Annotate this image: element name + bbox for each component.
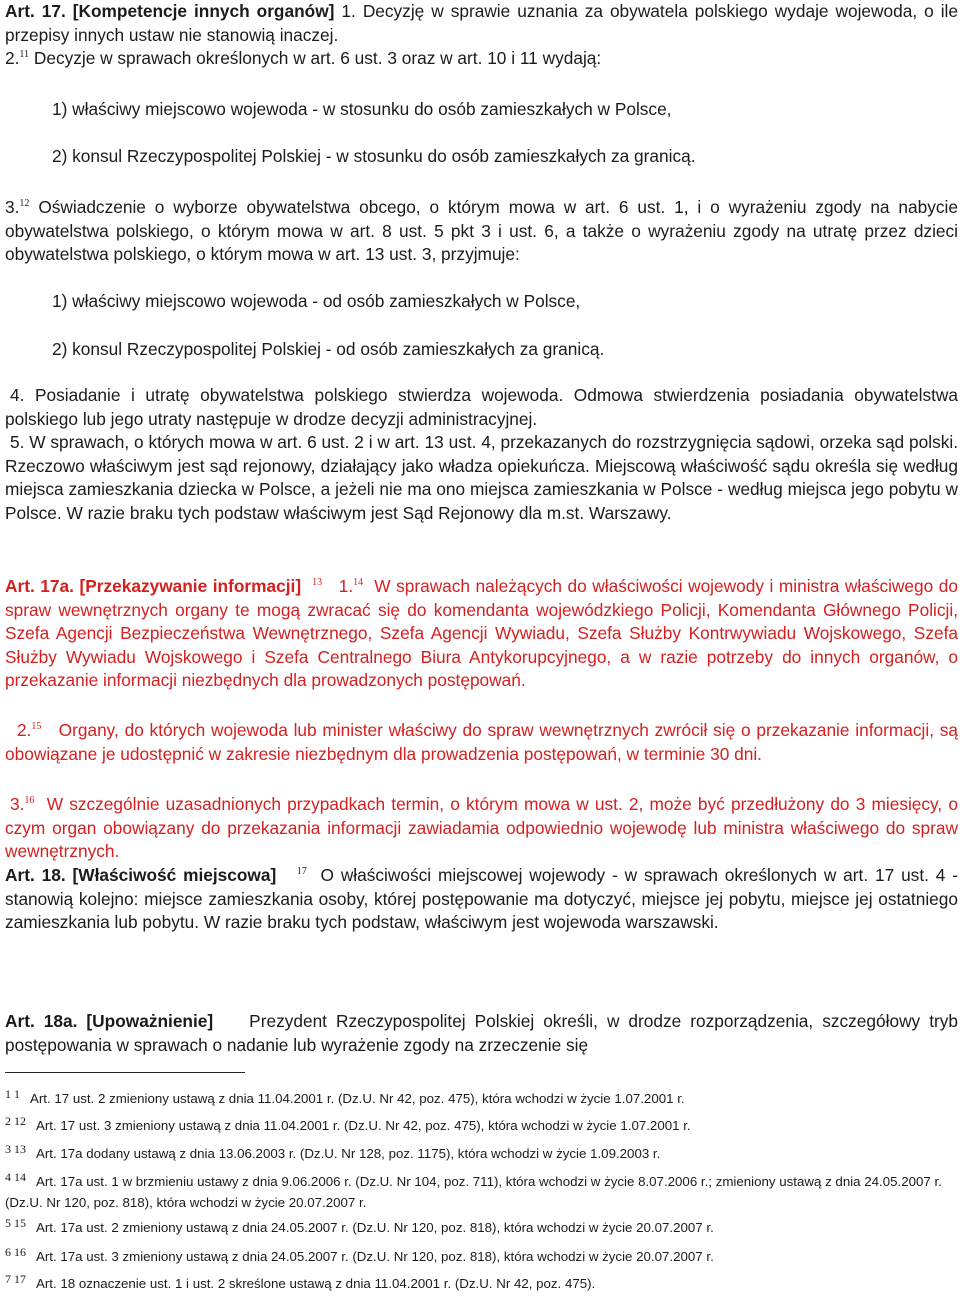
- art17a-title: Art. 17a.: [5, 576, 74, 596]
- art18-heading: [Właściwość miejscowa]: [72, 865, 277, 885]
- art18-paragraph: [5, 864, 958, 935]
- footnote-text: Art. 17a ust. 1 w brzmieniu ustawy z dnia 9.06.2006 r. (Dz.U. Nr 104, poz. 711), która wchodzi w życie 8.07.2006 r.; zmieniony ustawą z dnia 24.05.2007 r. (Dz.U. Nr 120, poz. 818), która wchodzi w życie 20.07.2007 r.: [5, 1174, 942, 1210]
- footnote-1: 1 1 Art. 17 ust. 2 zmieniony ustawą z dnia 11.04.2001 r. (Dz.U. Nr 42, poz. 475), która wchodzi w życie 1.07.2001 r.: [5, 1087, 685, 1106]
- art17a-paragraph-2: [5, 719, 958, 766]
- art17-p2-item-2: 2) konsul Rzeczypospolitej Polskiej - w stosunku do osób zamieszkałych za granicą.: [52, 146, 696, 166]
- art17-title: Art. 17.: [5, 1, 66, 21]
- art17a-p2-text: Organy, do których wojewoda lub minister właściwy do spraw wewnętrznych zwrócił się o przekazanie informacji, są obowiązane je udostępnić w zakresie niezbędnym dla prowadzenia postępowań, w terminie 30 dni.: [5, 720, 958, 764]
- footnote-ref-14[interactable]: 14: [353, 577, 364, 588]
- art17-paragraph-3: [5, 196, 958, 267]
- art18a-text: Prezydent Rzeczypospolitej Polskiej określi, w drodze rozporządzenia, szczegółowy tryb postępowania w sprawach o nadanie lub wyrażenie zgody na zrzeczenie się: [5, 1011, 958, 1055]
- art17a-p1-text: W sprawach należących do właściwości wojewody i ministra właściwego do spraw wewnętrznych organy te mogą zwracać się do komendanta wojewódzkiego Policji, Komendanta Głównego Policji, Szefa Agencji Bezpieczeństwa Wewnętrznego, Szefa Agencji Wywiadu, Szefa Służby Kontrwywiadu Wojskowego, Szefa Służby Wywiadu Wojskowego i Szefa Centralnego Biura Antykorupcyjnego, a w razie potrzeby do innych organów, o przekazanie informacji niezbędnych dla prowadzonych postępowań.: [5, 576, 958, 691]
- footnote-ref-13[interactable]: 13: [312, 577, 323, 588]
- footnote-6: 6 16 Art. 17a ust. 3 zmieniony ustawą z dnia 24.05.2007 r. (Dz.U. Nr 120, poz. 818), która wchodzi w życie 20.07.2007 r.: [5, 1245, 714, 1264]
- footnote-4: 4 14 Art. 17a ust. 1 w brzmieniu ustawy z dnia 9.06.2006 r. (Dz.U. Nr 104, poz. 711), która wchodzi w życie 8.07.2006 r.; zmieniony ustawą z dnia 24.05.2007 r. (Dz.U. Nr 120, poz. 818), która wchodzi w życie 20.07.2007 r.: [5, 1170, 942, 1210]
- footnote-ref-17[interactable]: 17: [296, 866, 307, 877]
- art17a-p3-text: W szczególnie uzasadnionych przypadkach termin, o którym mowa w ust. 2, może być przedłużony do 3 miesięcy, o czym organ obowiązany do przekazania informacji zawiadamia odpowiednio wojewodę lub ministra właściwego do spraw wewnętrznych.: [5, 794, 958, 862]
- footnote-7: 7 17 Art. 18 oznaczenie ust. 1 i ust. 2 skreślone ustawą z dnia 11.04.2001 r. (Dz.U. Nr 42, poz. 475).: [5, 1272, 596, 1291]
- art17a-p3-number: 3.: [10, 794, 25, 814]
- footnote-ref-15[interactable]: 15: [31, 721, 42, 732]
- footnote-text: Art. 18 oznaczenie ust. 1 i ust. 2 skreślone ustawą z dnia 11.04.2001 r. (Dz.U. Nr 42, poz. 475).: [36, 1276, 596, 1291]
- footnote-ref-16[interactable]: 16: [24, 795, 35, 806]
- footnote-separator: [5, 1072, 245, 1073]
- footnote-ref-12[interactable]: 12: [19, 198, 30, 209]
- art17-p3-item-2: 2) konsul Rzeczypospolitej Polskiej - od osób zamieszkałych za granicą.: [52, 339, 605, 359]
- art17-p3-item-1: 1) właściwy miejscowo wojewoda - od osób zamieszkałych w Polsce,: [52, 291, 581, 311]
- art18a-paragraph: [5, 1010, 958, 1057]
- art17a-paragraph-1: [5, 575, 958, 693]
- art18-title: Art. 18.: [5, 865, 66, 885]
- art17-paragraph-2: [5, 47, 958, 71]
- art17-p2-number: 2.: [5, 48, 20, 68]
- footnote-5: 5 15 Art. 17a ust. 2 zmieniony ustawą z dnia 24.05.2007 r. (Dz.U. Nr 120, poz. 818), która wchodzi w życie 20.07.2007 r.: [5, 1216, 714, 1235]
- art17-p1-number: 1.: [341, 1, 356, 21]
- art18-text: O właściwości miejscowej wojewody - w sprawach określonych w art. 17 ust. 4 - stanowią kolejno: miejsce zamieszkania osoby, której postępowanie ma dotyczyć, miejsce jej pobytu, miejsce jej ostatniego zamieszkania lub pobytu. W razie braku tych podstaw, właściwym jest wojewoda warszawski.: [5, 865, 958, 933]
- art17-p2-text: Decyzje w sprawach określonych w art. 6 ust. 3 oraz w art. 10 i 11 wydają:: [33, 48, 602, 68]
- footnote-ref-11[interactable]: 11: [19, 49, 30, 60]
- footnote-2: 2 12 Art. 17 ust. 3 zmieniony ustawą z dnia 11.04.2001 r. (Dz.U. Nr 42, poz. 475), która wchodzi w życie 1.07.2001 r.: [5, 1114, 691, 1133]
- art17-p3-number: 3.: [5, 197, 20, 217]
- footnote-3: 3 13 Art. 17a dodany ustawą z dnia 13.06.2003 r. (Dz.U. Nr 128, poz. 1175), która wchodzi w życie 1.09.2003 r.: [5, 1142, 661, 1161]
- art17-p3-text: Oświadczenie o wyborze obywatelstwa obcego, o którym mowa w art. 6 ust. 1, i o wyrażeniu zgody na nabycie obywatelstwa polskiego, o którym mowa w art. 8 ust. 5 pkt 3 i ust. 6, a także o wyrażeniu zgody na utratę przez dzieci obywatelstwa polskiego, o którym mowa w art. 13 ust. 3, przyjmuje:: [5, 197, 958, 265]
- art17-p2-item-1: 1) właściwy miejscowo wojewoda - w stosunku do osób zamieszkałych w Polsce,: [52, 99, 672, 119]
- art18a-title: Art. 18a.: [5, 1011, 78, 1031]
- art17a-p1-number: 1.: [338, 576, 354, 596]
- footnote-text: Art. 17 ust. 3 zmieniony ustawą z dnia 11.04.2001 r. (Dz.U. Nr 42, poz. 475), która wchodzi w życie 1.07.2001 r.: [36, 1118, 691, 1133]
- footnote-text: Art. 17a ust. 3 zmieniony ustawą z dnia 24.05.2007 r. (Dz.U. Nr 120, poz. 818), która wchodzi w życie 20.07.2007 r.: [36, 1249, 714, 1264]
- footnote-text: Art. 17a dodany ustawą z dnia 13.06.2003 r. (Dz.U. Nr 128, poz. 1175), która wchodzi w życie 1.09.2003 r.: [36, 1146, 661, 1161]
- art17a-heading: [Przekazywanie informacji]: [79, 576, 302, 596]
- art17-paragraph-4: 4. Posiadanie i utratę obywatelstwa polskiego stwierdza wojewoda. Odmowa stwierdzenia posiadania obywatelstwa polskiego lub jego utraty następuje w drodze decyzji administracyjnej.: [5, 385, 958, 429]
- art17-heading: [Kompetencje innych organów]: [72, 1, 335, 21]
- footnote-text: Art. 17a ust. 2 zmieniony ustawą z dnia 24.05.2007 r. (Dz.U. Nr 120, poz. 818), która wchodzi w życie 20.07.2007 r.: [36, 1220, 714, 1235]
- art17-paragraph-5: 5. W sprawach, o których mowa w art. 6 ust. 2 i w art. 13 ust. 4, przekazanych do rozstrzygnięcia sądowi, orzeka sąd polski. Rzeczowo właściwym jest sąd rejonowy, działający jako władza opiekuńcza. Miejscową właściwość sądu określa się według miejsca zamieszkania dziecka w Polsce, a jeżeli nie ma ono miejsca zamieszkania w Polsce - według miejsca jego pobytu w Polsce. W razie braku tych podstaw właściwym jest Sąd Rejonowy dla m.st. Warszawy.: [5, 432, 958, 523]
- art17-paragraph-1: [5, 0, 958, 47]
- art17a-paragraph-3: [5, 793, 958, 864]
- footnote-text: Art. 17 ust. 2 zmieniony ustawą z dnia 11.04.2001 r. (Dz.U. Nr 42, poz. 475), która wchodzi w życie 1.07.2001 r.: [30, 1091, 685, 1106]
- art18a-heading: [Upoważnienie]: [86, 1011, 214, 1031]
- art17-p1-text: Decyzję w sprawie uznania za obywatela polskiego wydaje wojewoda, o ile przepisy innych ustaw nie stanowią inaczej.: [5, 1, 958, 45]
- art17a-p2-number: 2.: [17, 720, 32, 740]
